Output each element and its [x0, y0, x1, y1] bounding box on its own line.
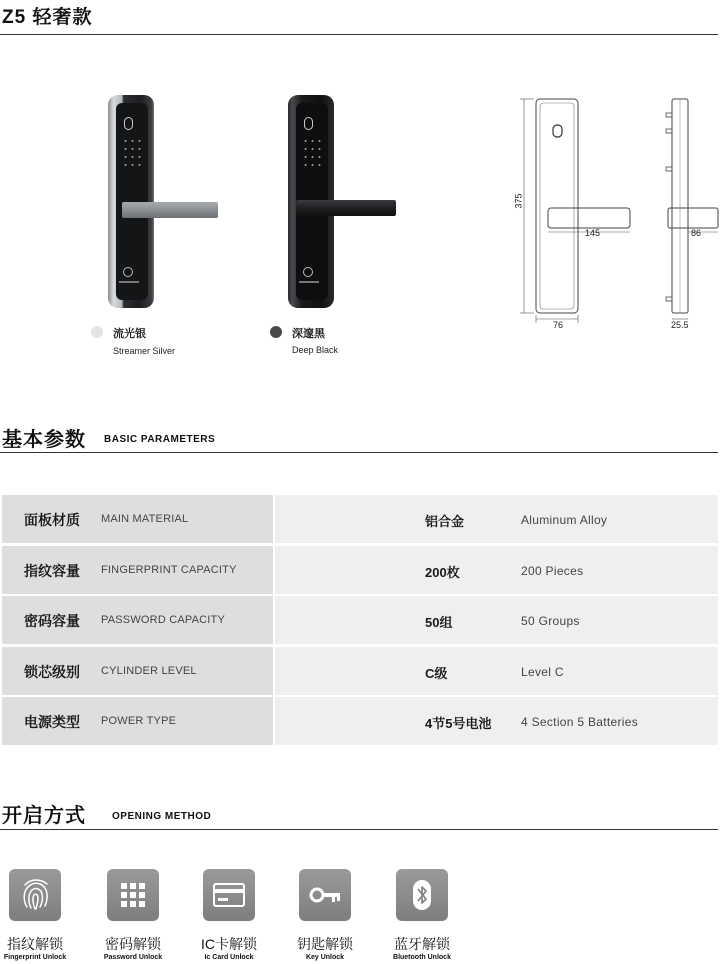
swatch-black — [270, 326, 282, 338]
bluetooth-icon — [396, 869, 448, 921]
param-value-en: 4 Section 5 Batteries — [521, 715, 639, 729]
handle-black — [296, 200, 396, 216]
param-value-en: 50 Groups — [521, 614, 580, 628]
keypad-dots-icon — [302, 137, 322, 169]
dim-width: 76 — [553, 320, 564, 330]
dim-handle-depth: 86 — [691, 228, 702, 238]
methods-divider — [0, 829, 718, 830]
swatch-silver — [91, 326, 103, 338]
fingerprint-sensor-icon — [124, 117, 133, 130]
page-title: Z5 轻奢款 — [2, 7, 93, 28]
table-row — [2, 495, 718, 543]
param-label-zh: 面板材质 — [24, 512, 80, 528]
param-label-en: POWER TYPE — [101, 715, 177, 727]
param-label-en: MAIN MATERIAL — [101, 513, 189, 525]
params-divider — [0, 452, 718, 453]
method-label-en: Fingerprint Unlock — [3, 954, 67, 961]
param-value-en: Aluminum Alloy — [521, 513, 608, 527]
dim-height: 375 — [513, 193, 524, 209]
title-divider — [0, 34, 718, 35]
params-title-en: BASIC PARAMETERS — [104, 434, 216, 445]
brand-logo-icon — [123, 267, 133, 277]
param-label-zh: 密码容量 — [24, 613, 80, 629]
param-value-zh: 4节5号电池 — [425, 716, 492, 731]
param-label-en: PASSWORD CAPACITY — [101, 614, 226, 626]
fingerprint-icon — [9, 869, 61, 921]
method-label-zh: IC卡解锁 — [201, 936, 257, 952]
dim-thickness: 25.5 — [671, 320, 689, 330]
method-label-zh: 密码解锁 — [105, 936, 161, 952]
color-name-en: Streamer Silver — [113, 346, 176, 356]
color-name-zh: 流光银 — [113, 328, 146, 340]
card-icon — [203, 869, 255, 921]
param-value-zh: 铝合金 — [425, 514, 465, 529]
dimension-drawing — [510, 95, 720, 335]
param-label-zh: 锁芯级别 — [24, 664, 80, 680]
table-row — [2, 546, 718, 594]
methods-title-en: OPENING METHOD — [112, 811, 212, 822]
dim-handle-length: 145 — [585, 228, 601, 238]
methods-title-zh: 开启方式 — [2, 805, 86, 827]
method-label-zh: 钥匙解锁 — [297, 936, 353, 952]
color-name-zh: 深邃黑 — [292, 328, 325, 340]
method-label-en: Password Unlock — [103, 954, 163, 961]
keypad-icon — [107, 869, 159, 921]
keypad-dots-icon — [122, 137, 142, 169]
param-value-zh: C级 — [425, 666, 448, 681]
method-label-en: Ic Card Unlock — [204, 954, 254, 961]
params-title-zh: 基本参数 — [2, 429, 86, 451]
method-label-en: Key Unlock — [305, 954, 345, 961]
param-label-zh: 电源类型 — [24, 714, 80, 730]
table-row — [2, 647, 718, 695]
param-value-en: 200 Pieces — [521, 564, 584, 578]
brand-logo-icon — [303, 267, 313, 277]
table-row — [2, 596, 718, 644]
method-label-zh: 指纹解锁 — [7, 936, 63, 952]
param-label-en: CYLINDER LEVEL — [101, 665, 197, 677]
param-value-zh: 50组 — [425, 615, 453, 630]
method-label-en: Bluetooth Unlock — [393, 954, 451, 961]
fingerprint-sensor-icon — [304, 117, 313, 130]
param-value-en: Level C — [521, 665, 564, 679]
key-icon — [299, 869, 351, 921]
param-value-zh: 200枚 — [425, 565, 460, 580]
handle-silver — [122, 202, 218, 218]
method-label-zh: 蓝牙解锁 — [394, 936, 450, 952]
param-label-zh: 指纹容量 — [24, 563, 80, 579]
color-name-en: Deep Black — [292, 345, 339, 355]
param-label-en: FINGERPRINT CAPACITY — [101, 564, 237, 576]
table-row — [2, 697, 718, 745]
